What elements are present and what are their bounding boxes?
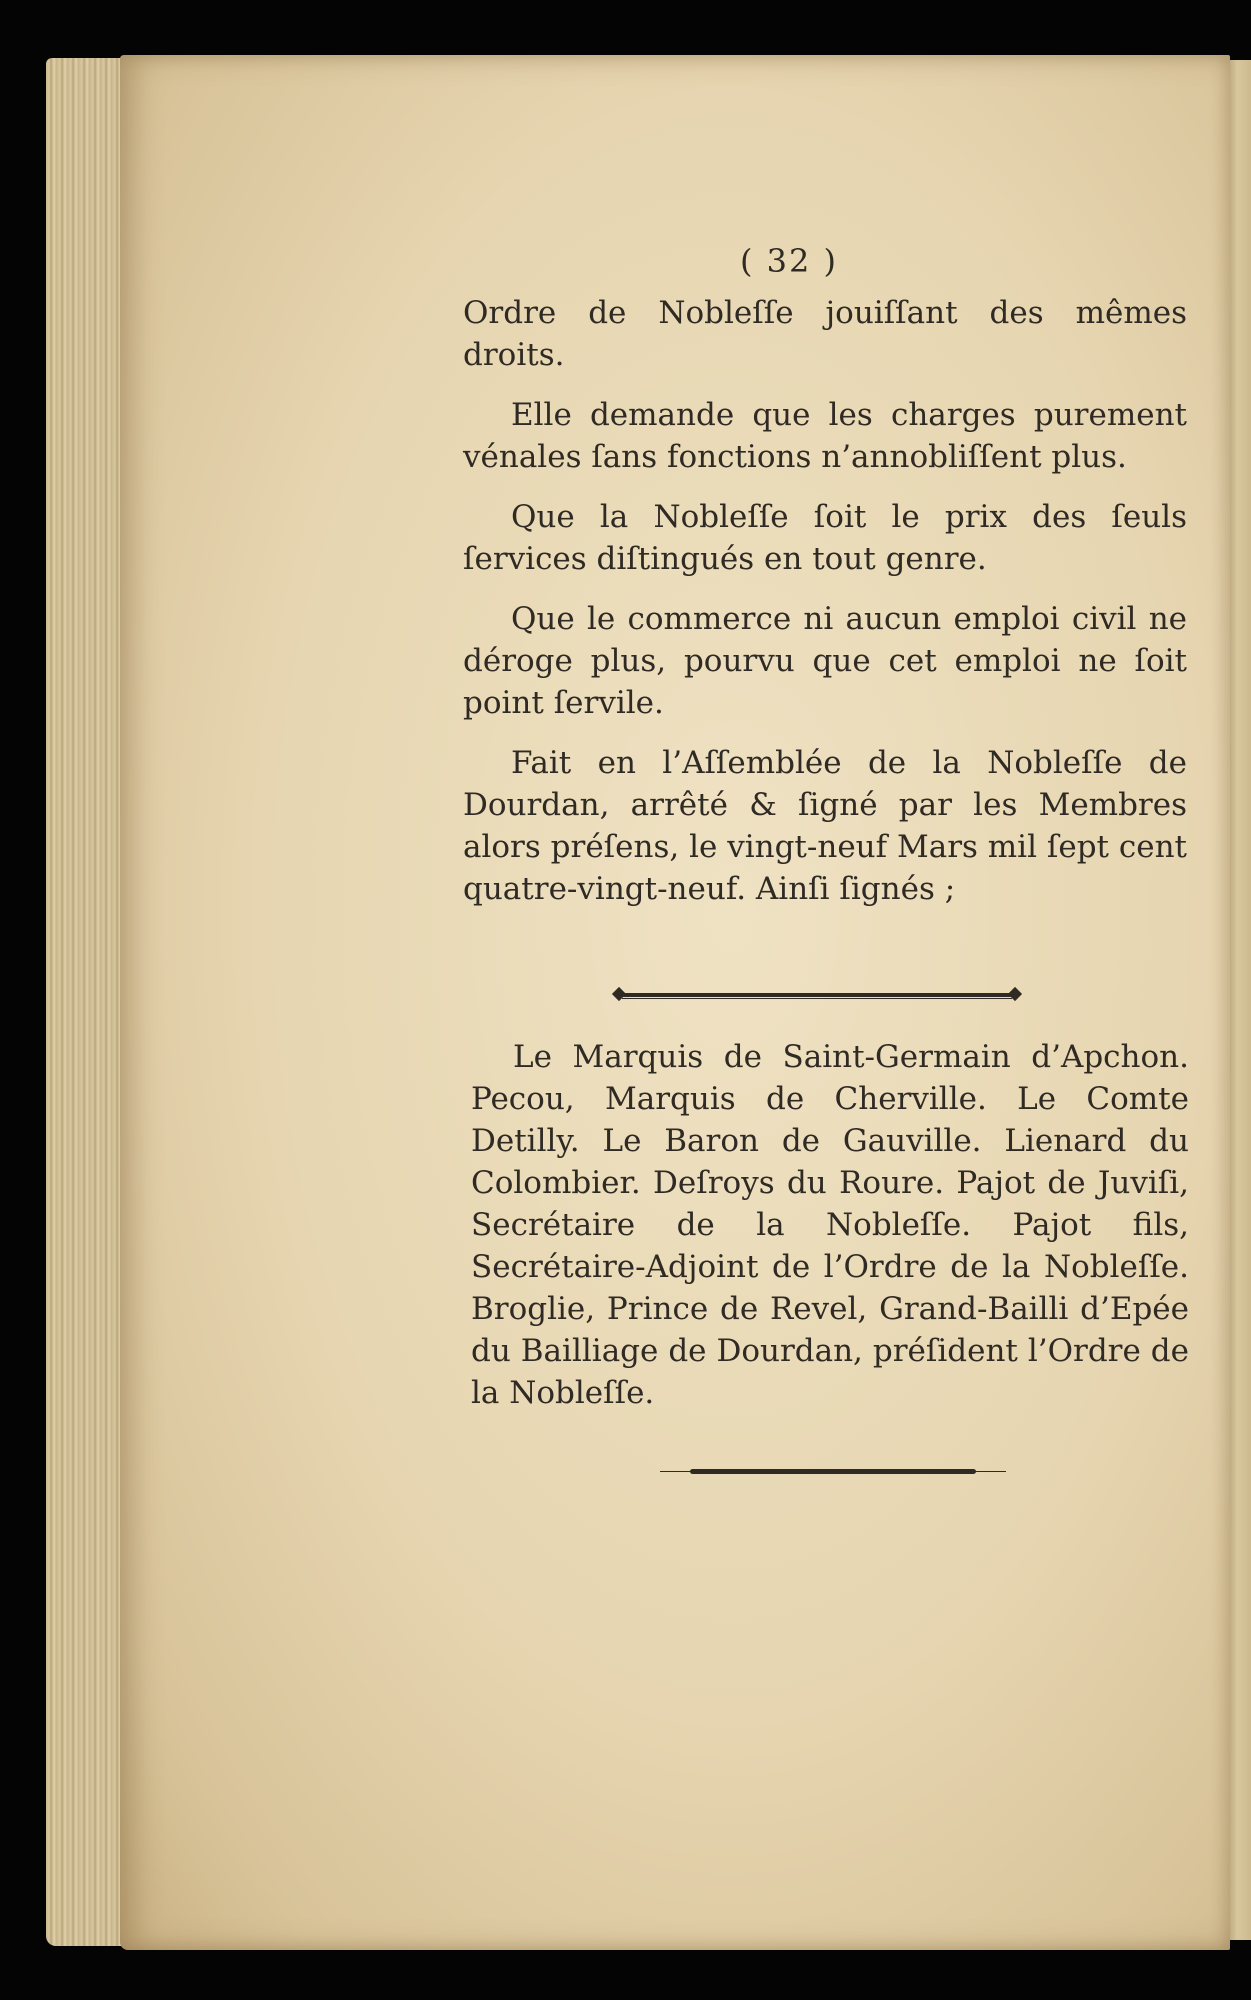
paragraph-3: Que la Nobleſſe ſoit le prix des ſeuls ſervices diſtingués en tout genre. [463,499,1187,577]
end-rule-thick-line [690,1469,976,1474]
paragraph-5: Fait en l’Aſſemblée de la Nobleſſe de Dourdan, arrêté & ſigné par les Membres alors préſens, le vingt-neuf Mars mil ſept cent quatre-vingt-neuf. Ainſi ſignés ; [463,745,1187,907]
signatories-paragraph: Le Marquis de Saint-Germain d’Apchon. Pecou, Marquis de Cherville. Le Comte Detilly. Le Baron de Gauville. Lienard du Colombier. Deſroys du Roure. Pajot de Juviſi, Secrétaire de la Nobleſſe. Pajot fils, Secrétaire-Adjoint de l’Ordre de la Nobleſſe. Broglie, Prince de Revel, Grand-Bailli d’Epée du Bailliage de Dourdan, préſident l’Ordre de la Nobleſſe. [471,1039,1189,1411]
page-number: ( 32 ) [740,242,839,280]
end-rule [660,1468,1006,1476]
body-text [463,240,1187,928]
divider-thin-bar [622,998,1012,999]
paragraph-4: Que le commerce ni aucun emploi civil ne déroge plus, pourvu que cet emploi ne ſoit point ſervile. [463,601,1187,721]
paragraph-1: Ordre de Nobleſſe jouiſſant des mêmes droits. [463,295,1187,373]
paragraph-2: Elle demande que les charges purement vénales ſans fonctions n’annobliſſent plus. [463,397,1187,475]
divider-bar [622,993,1012,997]
ornamental-divider [612,988,1022,1002]
adjacent-page-edge [1228,60,1251,1940]
